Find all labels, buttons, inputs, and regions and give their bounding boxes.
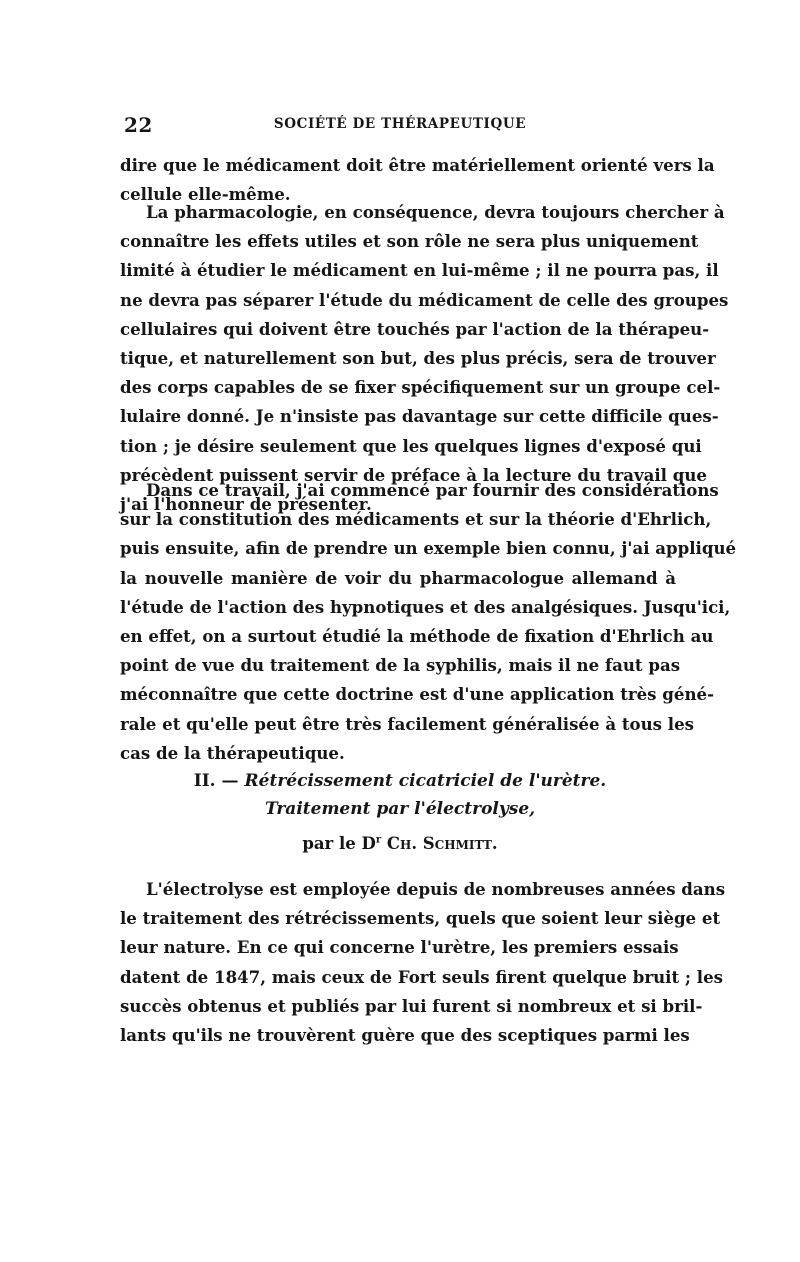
byline-author: Ch. Schmitt. <box>386 834 498 853</box>
section-byline <box>120 834 680 853</box>
section-title-line-1: Rétrécissement cicatriciel de l'urètre. <box>244 771 607 791</box>
running-title: SOCIÉTÉ DE THÉRAPEUTIQUE <box>273 116 527 132</box>
section-heading <box>120 771 680 791</box>
running-header <box>120 113 680 137</box>
text-line: limité à étudier le médicament en lui-même ; il ne pourra pas, il <box>120 260 719 281</box>
page-number: 22 <box>124 113 153 137</box>
text-line: lulaire donné. Je n'insiste pas davantage sur cette difficile ques- <box>120 406 719 427</box>
text-line: point de vue du traitement de la syphilis, mais il ne faut pas <box>120 655 681 676</box>
byline-superscript: r <box>375 834 382 846</box>
text-line: datent de 1847, mais ceux de Fort seuls firent quelque bruit ; les <box>120 966 723 987</box>
text-line: connaître les effets utiles et son rôle ne sera plus uniquement <box>120 231 699 252</box>
text-line: cellulaires qui doivent être touchés par l'action de la thérapeu- <box>120 318 710 339</box>
text-line: puis ensuite, afin de prendre un exemple bien connu, j'ai appliqué <box>120 538 737 559</box>
text-line: Dans ce travail, j'ai commencé par fournir des considérations <box>146 480 719 500</box>
text-line: la nouvelle manière de voir du pharmacologue allemand à <box>120 567 676 588</box>
text-line: succès obtenus et publiés par lui furent si nombreux et si bril- <box>120 995 703 1016</box>
text-line: L'électrolyse est employée depuis de nombreuses années dans <box>146 879 726 899</box>
paragraph-2 <box>120 198 729 519</box>
byline-prefix: par le D <box>302 834 376 853</box>
text-line: cellule elle-même. <box>120 184 291 205</box>
text-line: lants qu'ils ne trouvèrent guère que des sceptiques parmi les <box>120 1024 690 1045</box>
text-line: précèdent puissent servir de préface à la lecture du travail que <box>120 464 707 485</box>
text-line: en effet, on a surtout étudié la méthode de fixation d'Ehrlich au <box>120 625 714 646</box>
text-line: j'ai l'honneur de présenter. <box>120 493 372 514</box>
text-line: des corps capables de se fixer spécifiquement sur un groupe cel- <box>120 377 721 398</box>
text-line: ne devra pas séparer l'étude du médicament de celle des groupes <box>120 289 729 310</box>
paragraph-3 <box>120 476 737 768</box>
text-line: méconnaître que cette doctrine est d'une application très géné- <box>120 684 714 705</box>
text-line: l'étude de l'action des hypnotiques et des analgésiques. Jusqu'ici, <box>120 596 731 617</box>
section-title-line-2: Traitement par l'électrolyse, <box>264 799 536 819</box>
text-line: La pharmacologie, en conséquence, devra toujours chercher à <box>146 202 725 222</box>
text-line: le traitement des rétrécissements, quels que soient leur siège et <box>120 908 721 929</box>
text-line: dire que le médicament doit être matériellement orienté vers la <box>120 155 715 175</box>
text-line: sur la constitution des médicaments et sur la théorie d'Ehrlich, <box>120 509 712 530</box>
text-line: rale et qu'elle peut être très facilement généralisée à tous les <box>120 713 694 734</box>
section-number: II. — <box>193 771 239 791</box>
text-line: cas de la thérapeutique. <box>120 742 345 763</box>
paragraph-4 <box>120 875 726 1050</box>
text-line: tique, et naturellement son but, des plus précis, sera de trouver <box>120 347 716 368</box>
text-line: leur nature. En ce qui concerne l'urètre, les premiers essais <box>120 937 679 958</box>
text-line: tion ; je désire seulement que les quelques lignes d'exposé qui <box>120 435 702 456</box>
